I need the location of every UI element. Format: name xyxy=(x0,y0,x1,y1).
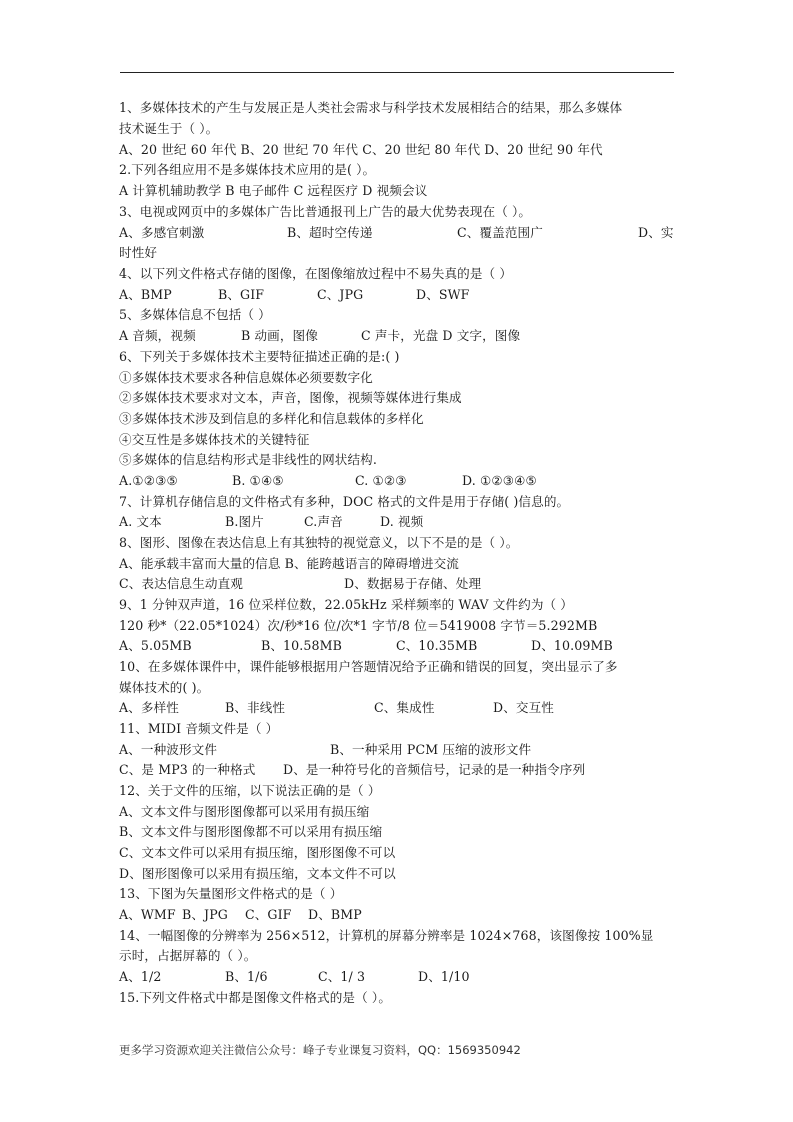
q10-stem-line2: 媒体技术的( )。 xyxy=(119,680,210,695)
q8-options-ab: A、能承载丰富而大量的信息 B、能跨越语言的障碍增进交流 xyxy=(119,556,459,571)
q15-stem: 15.下列文件格式中都是图像文件格式的是（ ）。 xyxy=(119,990,392,1005)
q1-stem-line1: 1、多媒体技术的产生与发展正是人类社会需求与科学技术发展相结合的结果，那么多媒体 xyxy=(119,100,623,115)
q7-option-b: B.图片 xyxy=(225,514,264,529)
q11-option-c: C、是 MP3 的一种格式 xyxy=(119,762,256,777)
q11-options-ab xyxy=(119,742,679,758)
q14-options xyxy=(119,969,679,985)
q10-options xyxy=(119,700,679,716)
q10-option-a: A、多样性 xyxy=(119,700,179,715)
q4-stem: 4、以下列文件格式存储的图像，在图像缩放过程中不易失真的是（ ） xyxy=(119,266,513,281)
q6-option-c: C. ①②③ xyxy=(355,473,407,488)
q13-option-a: A、WMF xyxy=(119,907,176,922)
q10-option-c: C、集成性 xyxy=(374,700,435,715)
q7-options xyxy=(119,514,679,530)
q1-stem-line2: 技术诞生于（ ）。 xyxy=(119,121,219,136)
header-rule xyxy=(120,72,674,73)
q14-option-c: C、1/ 3 xyxy=(318,969,366,984)
q3-option-b: B、超时空传递 xyxy=(287,225,373,240)
q13-option-c: C、GIF xyxy=(245,907,292,922)
q10-option-d: D、交互性 xyxy=(493,700,554,715)
q6-item-4: ④交互性是多媒体技术的关键特征 xyxy=(119,432,310,447)
q11-options-cd xyxy=(119,762,679,778)
q5-options xyxy=(119,328,679,344)
q6-options xyxy=(119,473,679,489)
q3-option-d: D、实 xyxy=(638,225,674,240)
q13-stem: 13、下图为矢量图形文件格式的是（ ） xyxy=(119,886,343,901)
q9-option-b: B、10.58MB xyxy=(261,638,342,653)
q6-item-5: ⑤多媒体的信息结构形式是非线性的网状结构. xyxy=(119,452,377,467)
q10-option-b: B、非线性 xyxy=(225,700,286,715)
q2-stem: 2.下列各组应用不是多媒体技术应用的是( ）。 xyxy=(119,162,376,177)
q6-option-b: B. ①④⑤ xyxy=(232,473,284,488)
q8-option-d: D、数据易于存储、处理 xyxy=(344,576,482,591)
q4-option-c: C、JPG xyxy=(317,287,364,302)
q3-option-a: A、多感官刺激 xyxy=(119,225,205,240)
q4-option-a: A、BMP xyxy=(119,287,172,302)
q6-stem: 6、下列关于多媒体技术主要特征描述正确的是:( ) xyxy=(119,349,400,364)
q14-option-d: D、1/10 xyxy=(418,969,470,984)
q9-option-c: C、10.35MB xyxy=(396,638,478,653)
q6-item-2: ②多媒体技术要求对文本，声音，图像，视频等媒体进行集成 xyxy=(119,390,462,405)
q13-option-d: D、BMP xyxy=(308,907,362,922)
q12-option-d: D、图形图像可以采用有损压缩，文本文件不可以 xyxy=(119,866,396,881)
q9-calculation: 120 秒*（22.05*1024）次/秒*16 位/次*1 字节/8 位＝5419008 字节＝5.292MB xyxy=(119,618,598,633)
q12-option-a: A、文本文件与图形图像都可以采用有损压缩 xyxy=(119,804,370,819)
q2-options: A 计算机辅助教学 B 电子邮件 C 远程医疗 D 视频会议 xyxy=(119,183,428,198)
q3-option-d-cont: 时性好 xyxy=(119,245,158,260)
q5-option-cd: C 声卡，光盘 D 文字，图像 xyxy=(361,328,521,343)
q4-option-b: B、GIF xyxy=(218,287,265,302)
q9-stem: 9、1 分钟双声道，16 位采样位数，22.05kHz 采样频率的 WAV 文件约为（ ） xyxy=(119,597,573,612)
q3-option-c: C、覆盖范围广 xyxy=(457,225,543,240)
q11-option-d: D、是一种符号化的音频信号，记录的是一种指令序列 xyxy=(283,762,586,777)
q5-option-b: B 动画，图像 xyxy=(241,328,318,343)
q6-option-a: A.①②③⑤ xyxy=(119,473,178,488)
q5-stem: 5、多媒体信息不包括（ ） xyxy=(119,307,271,322)
q12-stem: 12、关于文件的压缩，以下说法正确的是（ ） xyxy=(119,783,381,798)
q14-option-a: A、1/2 xyxy=(119,969,162,984)
q12-option-c: C、文本文件可以采用有损压缩，图形图像不可以 xyxy=(119,845,396,860)
q11-option-b: B、一种采用 PCM 压缩的波形文件 xyxy=(330,742,532,757)
q9-option-d: D、10.09MB xyxy=(531,638,613,653)
q13-option-b: B、JPG xyxy=(182,907,228,922)
q12-option-b: B、文本文件与图形图像都不可以采用有损压缩 xyxy=(119,824,383,839)
footer-note: 更多学习资源欢迎关注微信公众号：峰子专业课复习资料，QQ：1569350942 xyxy=(119,1043,521,1057)
q8-stem: 8、图形、图像在表达信息上有其独特的视觉意义，以下不是的是（ ）。 xyxy=(119,535,519,550)
q5-option-a: A 音频，视频 xyxy=(119,328,196,343)
q1-options: A、20 世纪 60 年代 B、20 世纪 70 年代 C、20 世纪 80 年代 D、20 世纪 90 年代 xyxy=(119,142,603,157)
q9-options xyxy=(119,638,679,654)
q4-option-d: D、SWF xyxy=(416,287,470,302)
q10-stem-line1: 10、在多媒体课件中，课件能够根据用户答题情况给予正确和错误的回复，突出显示了多 xyxy=(119,659,618,674)
q3-options xyxy=(119,225,679,241)
q7-option-d: D. 视频 xyxy=(380,514,424,529)
q14-stem-line1: 14、一幅图像的分辨率为 256×512，计算机的屏幕分辨率是 1024×768，该图像按 100%显 xyxy=(119,928,654,943)
q4-options xyxy=(119,287,679,303)
q8-option-c: C、表达信息生动直观 xyxy=(119,576,243,591)
q3-stem: 3、电视或网页中的多媒体广告比普通报刊上广告的最大优势表现在（ ）。 xyxy=(119,204,532,219)
q7-option-a: A. 文本 xyxy=(119,514,162,529)
q9-option-a: A、5.05MB xyxy=(119,638,192,653)
q8-options-cd xyxy=(119,576,679,592)
q14-option-b: B、1/6 xyxy=(225,969,268,984)
q6-option-d: D. ①②③④⑤ xyxy=(462,473,537,488)
q13-options xyxy=(119,907,679,923)
q7-option-c: C.声音 xyxy=(304,514,343,529)
q14-stem-line2: 示时，占据屏幕的（ ）。 xyxy=(119,948,257,963)
q11-stem: 11、MIDI 音频文件是（ ） xyxy=(119,721,279,736)
q6-item-1: ①多媒体技术要求各种信息媒体必须要数字化 xyxy=(119,370,373,385)
q7-stem: 7、计算机存储信息的文件格式有多种，DOC 格式的文件是用于存储( )信息的。 xyxy=(119,494,570,509)
q6-item-3: ③多媒体技术涉及到信息的多样化和信息载体的多样化 xyxy=(119,411,424,426)
q11-option-a: A、一种波形文件 xyxy=(119,742,218,757)
